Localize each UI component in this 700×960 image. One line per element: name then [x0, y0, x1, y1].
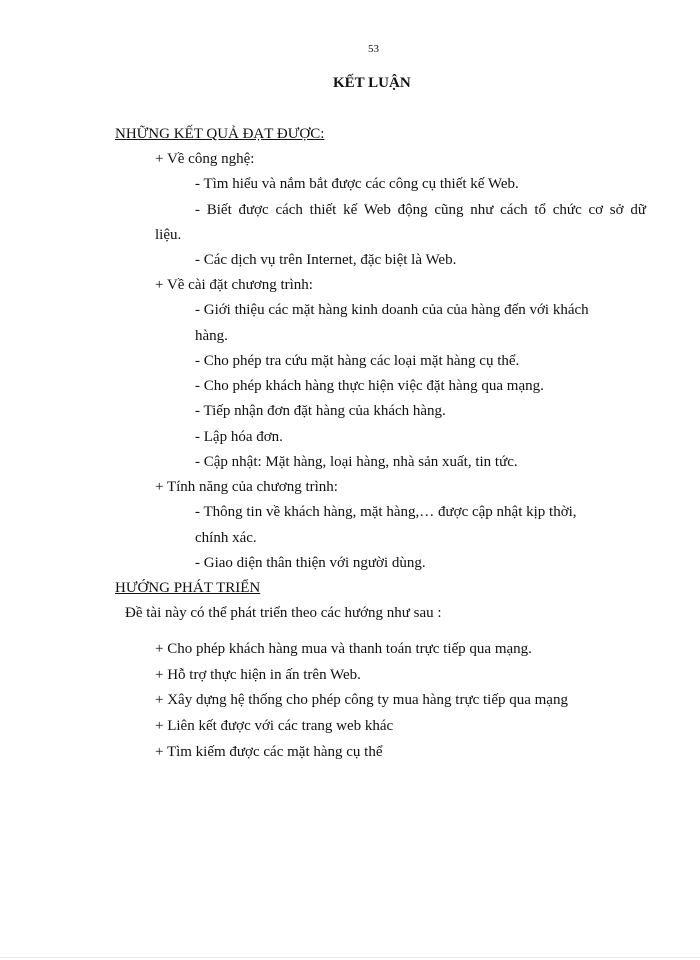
section-heading-development: HƯỚNG PHÁT TRIỂN	[115, 580, 261, 596]
list-item: - Giao diện thân thiện với người dùng.	[195, 555, 426, 571]
list-item-continuation: hàng.	[195, 328, 228, 344]
list-item-continuation: chính xác.	[195, 530, 257, 546]
list-item-continuation: liệu.	[155, 227, 182, 243]
page-bottom-edge	[0, 957, 700, 958]
page-title: KẾT LUẬN	[333, 75, 411, 91]
list-item: + Liên kết được với các trang web khác	[155, 718, 394, 734]
list-item: - Các dịch vụ trên Internet, đặc biệt là Web.	[195, 252, 457, 268]
list-item: + Cho phép khách hàng mua và thanh toán trực tiếp qua mạng.	[155, 641, 532, 657]
subsection-label-installation: + Về cài đặt chương trình:	[155, 277, 313, 293]
list-item: - Biết được cách thiết kế Web động cũng như cách tổ chức cơ sở dữ	[195, 202, 646, 218]
section-intro: Đề tài này có thể phát triển theo các hướng như sau :	[125, 605, 442, 621]
list-item: - Cho phép khách hàng thực hiện việc đặt hàng qua mạng.	[195, 378, 544, 394]
list-item: - Lập hóa đơn.	[195, 429, 283, 445]
list-item: - Tìm hiểu và nắm bắt được các công cụ thiết kế Web.	[195, 176, 519, 192]
page-number: 53	[368, 43, 379, 55]
list-item: + Xây dựng hệ thống cho phép công ty mua hàng trực tiếp qua mạng	[155, 692, 568, 708]
list-item: - Thông tin về khách hàng, mặt hàng,… được cập nhật kịp thời,	[195, 504, 577, 520]
section-heading-results: NHỮNG KẾT QUẢ ĐẠT ĐƯỢC:	[115, 126, 325, 142]
list-item: + Hỗ trợ thực hiện in ấn trên Web.	[155, 667, 361, 683]
list-item: + Tìm kiếm được các mặt hàng cụ thể	[155, 744, 383, 760]
list-item: - Giới thiệu các mặt hàng kinh doanh của của hàng đến với khách	[195, 302, 589, 318]
subsection-label-technology: + Về công nghệ:	[155, 151, 255, 167]
list-item: - Tiếp nhận đơn đặt hàng của khách hàng.	[195, 403, 446, 419]
subsection-label-features: + Tính năng của chương trình:	[155, 479, 338, 495]
list-item: - Cho phép tra cứu mặt hàng các loại mặt hàng cụ thể.	[195, 353, 520, 369]
list-item: - Cập nhật: Mặt hàng, loại hàng, nhà sản xuất, tin tức.	[195, 454, 518, 470]
